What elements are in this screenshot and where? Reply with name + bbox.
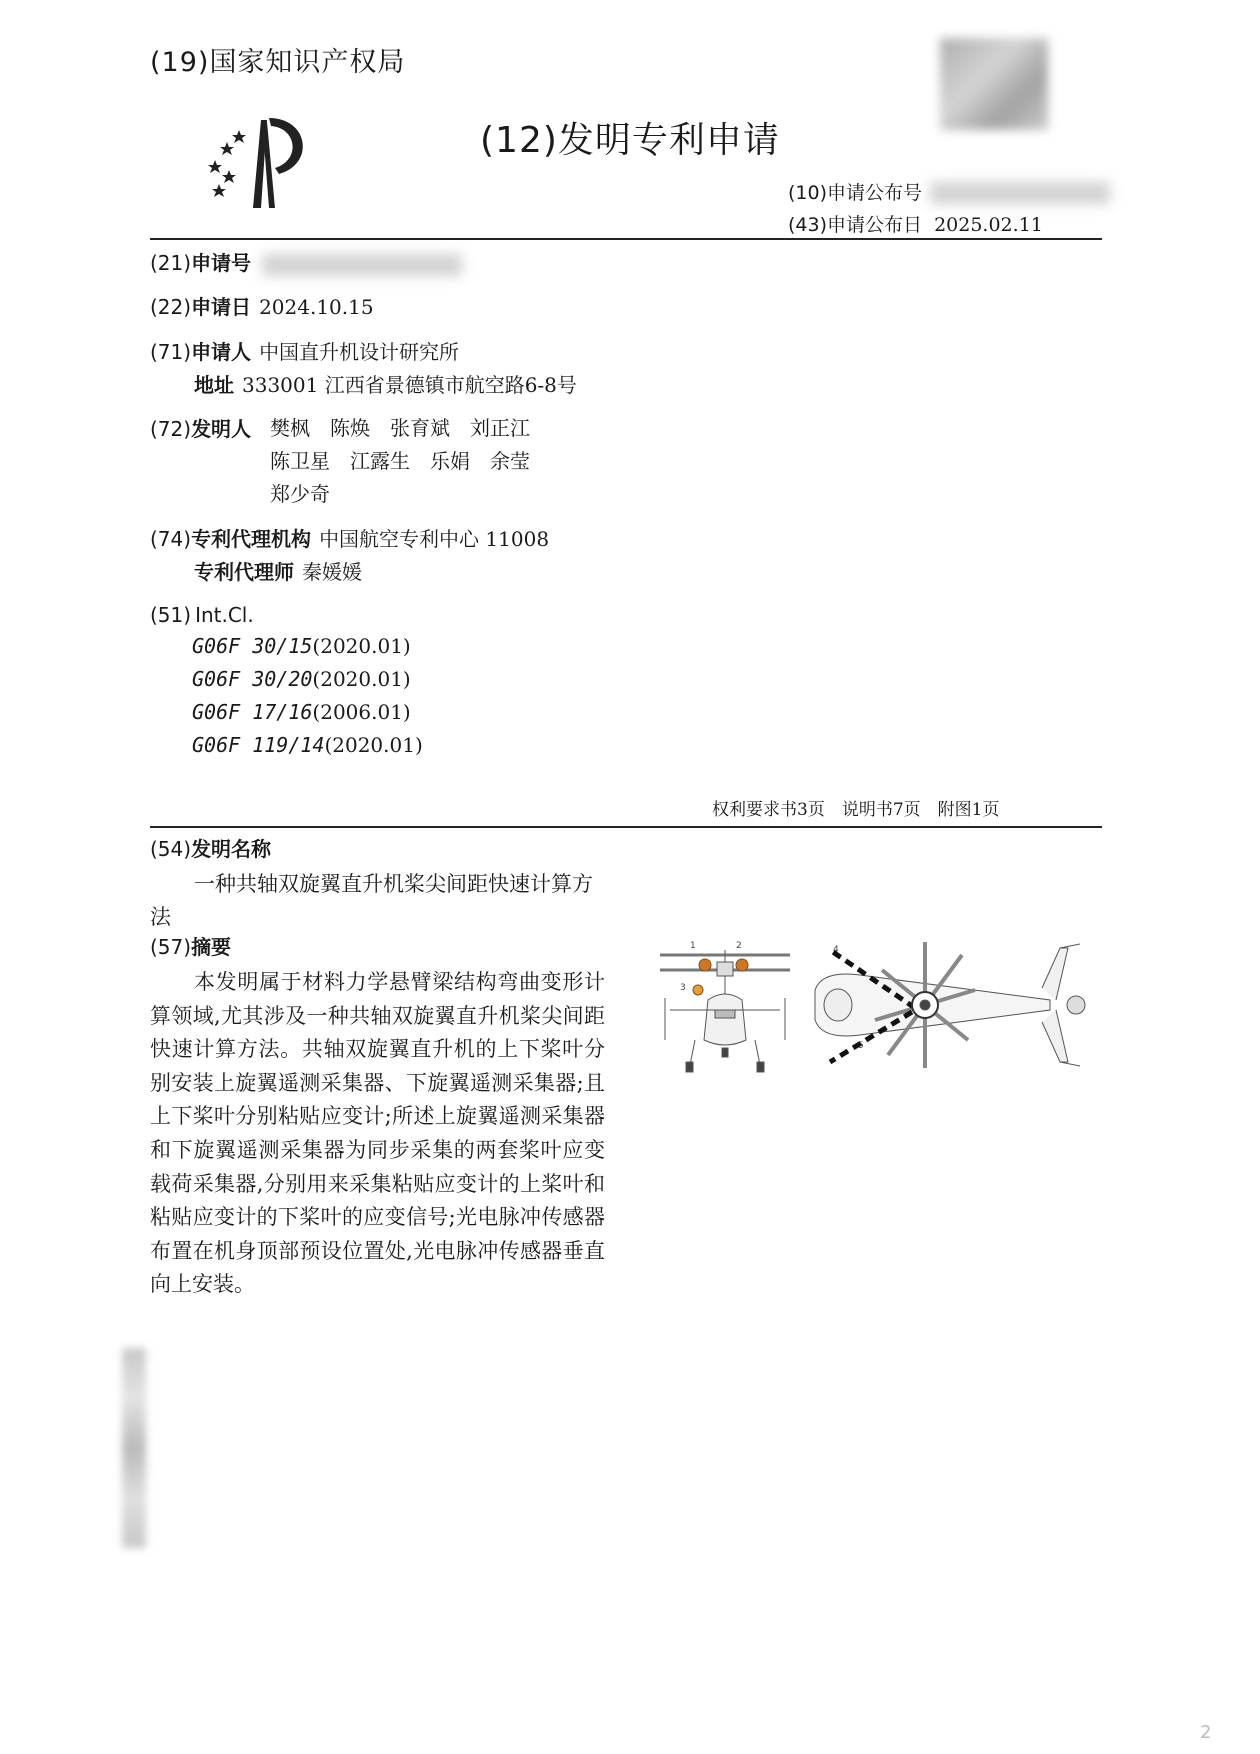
invention-title-code: (54) [150, 837, 192, 861]
ipc-class: G06F 17/16 [192, 700, 313, 724]
application-date-field [150, 292, 374, 322]
invention-title: 一种共轴双旋翼直升机桨尖间距快速计算方法 [150, 872, 593, 929]
publication-date-label: 申请公布日 [827, 214, 923, 236]
agent-name: 秦媛媛 [302, 560, 362, 584]
abstract-heading [150, 932, 231, 962]
publication-number-redacted [930, 182, 1110, 204]
page-corner-mark: 2 [1200, 1722, 1212, 1743]
page-counts: 权利要求书3页 说明书7页 附图1页 [712, 800, 1000, 820]
application-date-code: (22) [150, 295, 192, 319]
publication-date-code: (43) [788, 214, 828, 236]
helicopter-top-view [815, 942, 1085, 1068]
cnipa-logo-icon [205, 112, 325, 212]
application-date: 2024.10.15 [259, 295, 374, 319]
qr-code-redacted [940, 38, 1048, 130]
ipc-class: G06F 30/15 [192, 634, 313, 658]
inventors-field [150, 414, 251, 444]
side-stamp-redacted [122, 1348, 146, 1548]
abstract-code: (57) [150, 935, 192, 959]
inventors-code: (72) [150, 417, 192, 441]
figure-callout: 1 [690, 941, 696, 951]
ipc-class: G06F 30/20 [192, 667, 313, 691]
office-name: 国家知识产权局 [209, 47, 406, 78]
invention-title-heading [150, 834, 271, 864]
figure-callout: 2 [736, 941, 742, 951]
applicant-name: 中国直升机设计研究所 [259, 340, 460, 364]
inventor-line: 樊枫 陈焕 张育斌 刘正江 [270, 416, 530, 440]
figure-callout: 5 [858, 1041, 864, 1051]
body-divider [150, 826, 1102, 828]
ipc-list [192, 630, 423, 762]
abstract-figure [650, 930, 1105, 1080]
application-date-label: 申请日 [191, 295, 252, 319]
application-number-code: (21) [150, 251, 192, 275]
applicant-label: 申请人 [191, 340, 252, 364]
ipc-entry [192, 630, 423, 663]
publication-number-line [788, 178, 922, 205]
figure-callout: 4 [833, 945, 839, 955]
publication-number-code: (10) [788, 182, 828, 204]
inventor-line: 陈卫星 江露生 乐娟 余莹 [270, 449, 530, 473]
abstract-label: 摘要 [191, 935, 232, 959]
helicopter-front-view [660, 950, 790, 1072]
ipc-version: (2006.01) [312, 700, 411, 724]
ipc-code: (51) [150, 603, 192, 627]
document-type: 发明专利申请 [557, 120, 780, 161]
document-type-line [480, 112, 780, 163]
agency-label: 专利代理机构 [191, 527, 312, 551]
header-divider [150, 238, 1102, 240]
agency-field [150, 524, 549, 554]
office-line [150, 40, 405, 79]
invention-title-label: 发明名称 [191, 837, 272, 861]
application-number-field [150, 248, 251, 278]
agency-name: 中国航空专利中心 11008 [319, 527, 550, 551]
publication-number-label: 申请公布号 [827, 182, 923, 204]
agent-field [194, 557, 362, 587]
office-code: (19) [150, 47, 210, 78]
ipc-field [150, 600, 254, 630]
address-label: 地址 [194, 373, 234, 397]
abstract-text: 本发明属于材料力学悬臂梁结构弯曲变形计算领域,尤其涉及一种共轴双旋翼直升机桨尖间距快速计算方法。共轴双旋翼直升机的上下桨叶分别安装上旋翼遥测采集器、下旋翼遥测采集器;且上下桨叶分别粘贴应变计;所述上旋翼遥测采集器和下旋翼遥测采集器为同步采集的两套桨叶应变载荷采集器,分别用来采集粘贴应变计的上桨叶和粘贴应变计的下桨叶的应变信号;光电脉冲传感器布置在机身顶部预设位置处,光电脉冲传感器垂直向上安装。 [150, 970, 605, 1297]
ipc-version: (2020.01) [312, 667, 411, 691]
agency-code: (74) [150, 527, 192, 551]
inventor-names [270, 412, 530, 511]
document-type-code: (12) [480, 120, 558, 161]
agent-label: 专利代理师 [194, 560, 294, 584]
address-value: 333001 江西省景德镇市航空路6-8号 [242, 373, 577, 397]
publication-date-line [788, 210, 1043, 237]
publication-date: 2025.02.11 [934, 214, 1043, 236]
applicant-code: (71) [150, 340, 192, 364]
address-field [194, 370, 577, 400]
ipc-entry [192, 696, 423, 729]
application-number-redacted [262, 254, 462, 276]
application-number-label: 申请号 [191, 251, 252, 275]
inventors-label: 发明人 [191, 417, 252, 441]
inventor-line: 郑少奇 [270, 482, 330, 506]
ipc-version: (2020.01) [312, 634, 411, 658]
ipc-class: G06F 119/14 [192, 733, 325, 757]
ipc-entry [192, 729, 423, 762]
ipc-label: Int.Cl. [195, 603, 254, 627]
applicant-field [150, 337, 459, 367]
ipc-version: (2020.01) [324, 733, 423, 757]
ipc-entry [192, 663, 423, 696]
figure-callout: 3 [680, 983, 686, 993]
